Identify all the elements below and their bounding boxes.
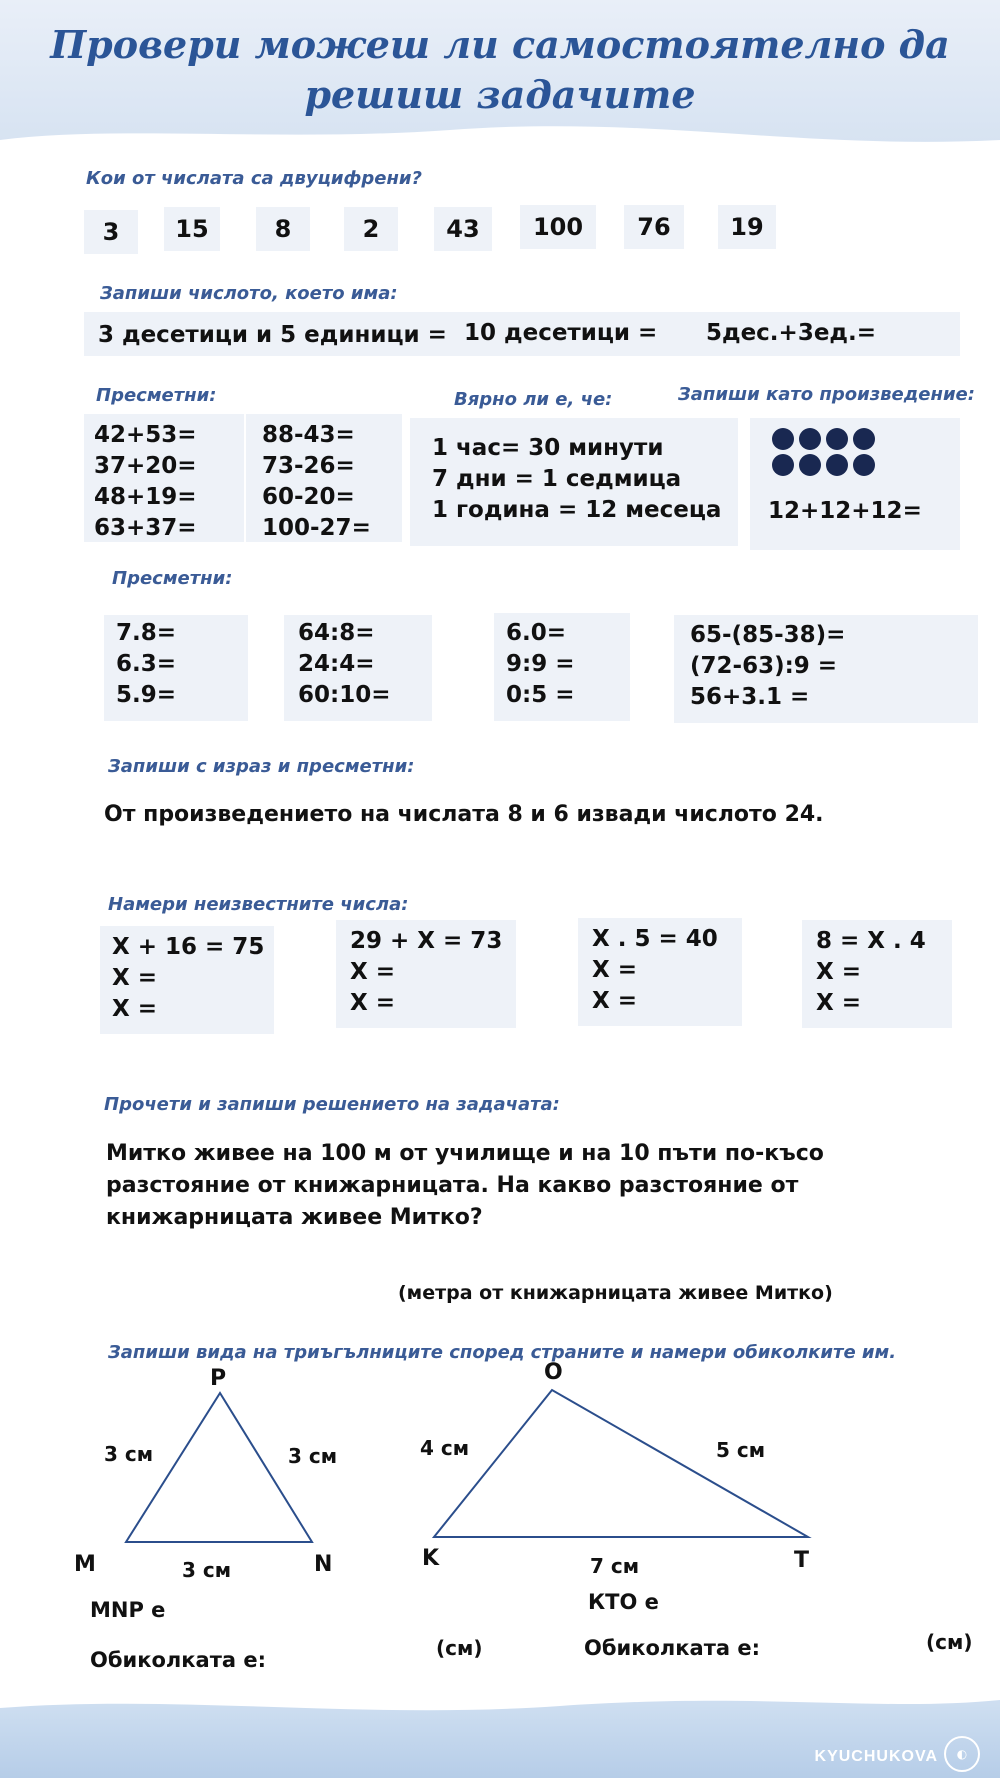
equation-line: X = [592, 957, 638, 983]
equation-line: X = [112, 965, 158, 991]
word-problem-line: Митко живее на 100 м от училище и на 10 пъти по-късо [106, 1141, 824, 1166]
equation-line: X = [350, 990, 396, 1016]
calc-group-4 [690, 620, 845, 713]
dot [772, 454, 794, 476]
equation-4 [816, 926, 926, 1019]
calc-item: 63+37= [94, 515, 197, 541]
true-false-item[interactable]: 7 дни = 1 седмица [432, 466, 682, 492]
brand-name: KYUCHUKOVA [814, 1748, 938, 1765]
number-choice[interactable]: 100 [520, 205, 596, 249]
calc-group-2 [298, 618, 390, 711]
triangle-kto [434, 1390, 808, 1537]
true-false-item[interactable]: 1 година = 12 месеца [432, 497, 722, 523]
section-calculate-label: Пресметни: [96, 385, 217, 406]
equation-line: X . 5 = 40 [592, 926, 718, 952]
calc-item: 5.9= [116, 682, 177, 708]
vertex-p: P [210, 1366, 227, 1391]
calc-item: 24:4= [298, 651, 375, 677]
triangle-mnp [126, 1393, 312, 1542]
dot [853, 454, 875, 476]
dot [853, 428, 875, 450]
word-problem-line: книжарницата живее Митко? [106, 1205, 483, 1230]
calc-list-1 [94, 420, 197, 544]
equation-line: X = [112, 996, 158, 1022]
triangle-kto-perimeter: Обиколката е: [584, 1636, 761, 1660]
vertex-m: M [74, 1552, 96, 1577]
triangle-mnp-unit: (см) [436, 1636, 483, 1660]
number-choice[interactable]: 19 [718, 205, 776, 249]
number-choice[interactable]: 15 [164, 207, 220, 251]
side-kt-length: 7 см [590, 1554, 640, 1578]
word-problem-line: разстояние от книжарницата. На какво разстояние от [106, 1173, 799, 1198]
calc-item: 65-(85-38)= [690, 622, 846, 648]
side-mn-length: 3 см [182, 1558, 232, 1582]
number-choice[interactable]: 3 [84, 210, 138, 254]
number-choice[interactable]: 2 [344, 207, 398, 251]
page-title-line2: решиш задачите [304, 72, 696, 117]
page-title-line1: Провери можеш ли самостоятелно да [50, 22, 950, 67]
section-word-problem-label: Прочети и запиши решението на задачата: [104, 1094, 560, 1115]
word-problem-text [106, 1138, 824, 1234]
true-false-list [432, 433, 721, 526]
equation-1 [112, 932, 264, 1025]
side-ot-length: 5 см [716, 1438, 766, 1462]
number-choice[interactable]: 43 [434, 207, 492, 251]
calc-item: 6.0= [506, 620, 567, 646]
tens-units-question: 3 десетици и 5 единици = [98, 322, 447, 348]
equation-line: X + 16 = 75 [112, 934, 265, 960]
number-choice[interactable]: 76 [624, 205, 684, 249]
vertex-k: K [422, 1546, 440, 1571]
calc-item: 7.8= [116, 620, 177, 646]
calc-group-1 [116, 618, 176, 711]
section-product-label: Запиши като произведение: [678, 384, 975, 405]
equation-line: 8 = X . 4 [816, 928, 926, 954]
side-mp-length: 3 см [104, 1442, 154, 1466]
dot [799, 428, 821, 450]
section-two-digit-label: Кои от числата са двуцифрени? [86, 168, 422, 189]
vertex-t: T [794, 1548, 810, 1573]
ten-tens-question: 10 десетици = [464, 320, 658, 346]
dot [799, 454, 821, 476]
calc-item: 64:8= [298, 620, 375, 646]
calc-item: 100-27= [262, 515, 371, 541]
dot [772, 428, 794, 450]
equation-line: X = [816, 990, 862, 1016]
calc-item: 73-26= [262, 453, 355, 479]
equation-3 [592, 924, 718, 1017]
section-write-number-label: Запиши числото, което има: [100, 283, 398, 304]
section-true-label: Вярно ли е, че: [454, 389, 613, 410]
section-unknown-label: Намери неизвестните числа: [108, 894, 409, 915]
calc-item: 60:10= [298, 682, 391, 708]
dot [826, 454, 848, 476]
word-problem-answer: (метра от книжарницата живее Митко) [398, 1282, 833, 1304]
calc-item: (72-63):9 = [690, 653, 838, 679]
calc-item: 42+53= [94, 422, 197, 448]
equation-2 [350, 926, 502, 1019]
calc-item: 60-20= [262, 484, 355, 510]
calc-item: 56+3.1 = [690, 684, 810, 710]
calc-item: 37+20= [94, 453, 197, 479]
triangle-kto-type: КТО е [588, 1590, 659, 1614]
number-choice[interactable]: 8 [256, 207, 310, 251]
tens-plus-units-question: 5дес.+3ед.= [706, 320, 877, 346]
equation-line: X = [816, 959, 862, 985]
expression-task: От произведението на числата 8 и 6 извади числото 24. [104, 802, 824, 827]
calc-list-2 [262, 420, 371, 544]
equation-line: X = [350, 959, 396, 985]
vertex-n: N [314, 1552, 333, 1577]
section-expression-label: Запиши с израз и пресметни: [108, 756, 415, 777]
calc-item: 48+19= [94, 484, 197, 510]
triangle-mnp-type: MNP е [90, 1598, 166, 1622]
vertex-o: O [544, 1360, 563, 1385]
product-expression: 12+12+12= [768, 498, 922, 524]
triangle-kto-unit: (см) [926, 1630, 973, 1654]
calc-item: 6.3= [116, 651, 177, 677]
section-triangles-label: Запиши вида на триъгълниците според страните и намери обиколките им. [108, 1342, 897, 1363]
brand-logo-icon: ◐ [944, 1736, 980, 1772]
calc-item: 9:9 = [506, 651, 575, 677]
equation-line: 29 + X = 73 [350, 928, 503, 954]
dot [826, 428, 848, 450]
true-false-item[interactable]: 1 час= 30 минути [432, 435, 664, 461]
triangle-mnp-perimeter: Обиколката е: [90, 1648, 267, 1672]
calc-group-3 [506, 618, 574, 711]
equation-line: X = [592, 988, 638, 1014]
side-pn-length: 3 см [288, 1444, 338, 1468]
calc-item: 0:5 = [506, 682, 575, 708]
section-calculate-2-label: Пресметни: [112, 568, 233, 589]
side-ko-length: 4 см [420, 1436, 470, 1460]
calc-item: 88-43= [262, 422, 355, 448]
